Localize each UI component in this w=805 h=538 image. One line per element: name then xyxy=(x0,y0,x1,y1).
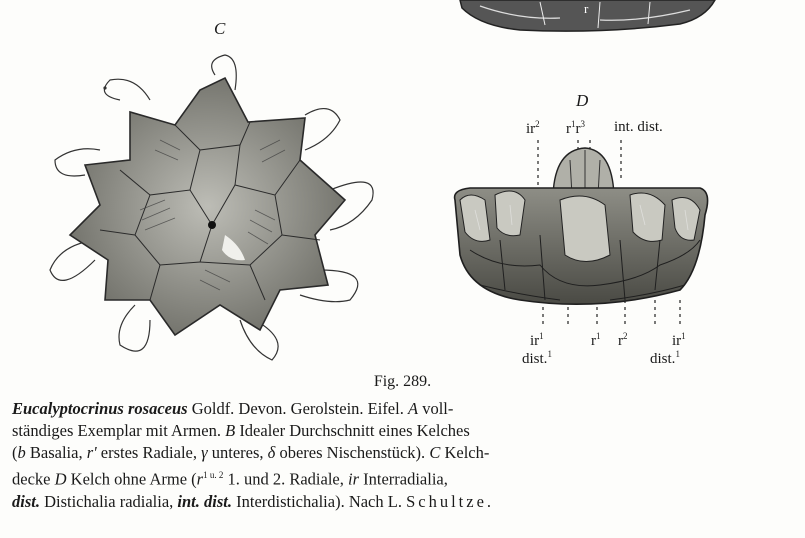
caption-l1-a: A xyxy=(407,399,419,418)
label-r2-bottom-text: r xyxy=(618,333,623,349)
caption-l3-j: C xyxy=(429,443,441,462)
label-r1-text: r xyxy=(566,121,571,137)
panel-c-label: C xyxy=(214,19,226,38)
caption-line-2 xyxy=(12,420,792,442)
label-int-dist: int. dist. xyxy=(614,119,663,135)
caption-l4-e: 1 u. 2 xyxy=(203,470,224,480)
caption-l5-d: Interdistichalia). Nach L. xyxy=(231,491,407,511)
caption-l2-b: B xyxy=(225,421,236,440)
caption-l5-b: Distichalia radialia, xyxy=(39,491,178,511)
caption-species-name: Eucalyptocrinus rosaceus xyxy=(12,399,188,418)
caption-l3-e: erstes Radiale, xyxy=(96,443,202,462)
label-dist1-right xyxy=(650,350,680,367)
caption-l3-b: b xyxy=(17,443,26,462)
label-r1r3 xyxy=(566,120,585,137)
label-r1-bottom-sup: 1 xyxy=(596,331,601,341)
caption-l4-d: r xyxy=(196,469,204,489)
label-ir1-right-sup: 1 xyxy=(681,331,686,341)
caption-l3-g: unteres, xyxy=(207,443,268,462)
label-r1-bottom-text: r xyxy=(591,333,596,349)
label-r2-bottom xyxy=(618,332,628,349)
figure-caption xyxy=(12,398,792,513)
label-dist1-left-text: dist. xyxy=(522,351,548,367)
label-ir1-right xyxy=(672,332,686,349)
caption-l4-a: decke xyxy=(12,469,55,489)
caption-line-5 xyxy=(12,491,792,513)
label-ir1-left-text: ir xyxy=(530,333,540,349)
label-dist1-left-sup: 1 xyxy=(547,349,552,359)
caption-l4-c: Kelch ohne Arme ( xyxy=(66,469,197,489)
caption-l4-f: 1. und 2. Radiale, xyxy=(223,469,348,489)
label-ir1-left-sup: 1 xyxy=(539,331,544,341)
label-r1-sup: 1 xyxy=(571,119,576,129)
caption-l1-tail: voll- xyxy=(418,399,454,418)
caption-l2-c: Idealer Durchschnitt eines Kelches xyxy=(235,421,470,440)
label-ir2-text: ir xyxy=(526,121,536,137)
caption-l5-a: dist. xyxy=(12,491,40,511)
caption-l4-g: ir xyxy=(347,469,359,489)
caption-l3-k: Kelch- xyxy=(440,443,490,462)
label-ir1-left xyxy=(530,332,544,349)
top-fragment-label: r xyxy=(584,1,589,16)
label-ir2 xyxy=(526,120,540,137)
panel-d-label: D xyxy=(576,91,589,110)
caption-l3-d: r' xyxy=(86,443,97,462)
panel-d-drawing xyxy=(455,140,708,325)
caption-l3-c: Basalia, xyxy=(25,443,87,462)
label-dist1-right-text: dist. xyxy=(650,351,676,367)
caption-l3-f: γ xyxy=(201,443,208,462)
caption-l3-i: oberes Nischenstück). xyxy=(275,443,430,462)
label-dist1-left xyxy=(522,350,552,367)
caption-l2-a: ständiges Exemplar mit Armen. xyxy=(12,421,226,440)
label-dist1-right-sup: 1 xyxy=(675,349,680,359)
caption-l4-b: D xyxy=(54,469,67,489)
label-ir1-right-text: ir xyxy=(672,333,682,349)
caption-l4-h: Interradialia, xyxy=(359,469,448,489)
caption-line-1 xyxy=(12,398,792,420)
label-r3-text: r xyxy=(575,121,581,137)
label-r2-bottom-sup: 2 xyxy=(623,331,628,341)
caption-line-3 xyxy=(12,442,792,464)
caption-l1-rest: Goldf. Devon. Gerolstein. Eifel. xyxy=(187,399,408,418)
caption-author: Schultze. xyxy=(406,491,495,511)
label-ir2-sup: 2 xyxy=(535,119,540,129)
label-r1-bottom xyxy=(591,332,601,349)
caption-l3-h: δ xyxy=(267,443,276,462)
label-r3-sup: 3 xyxy=(580,119,585,129)
caption-line-4 xyxy=(12,464,792,491)
panel-c-drawing xyxy=(50,55,373,360)
caption-l3-a: ( xyxy=(12,443,18,462)
caption-l5-c: int. dist. xyxy=(177,491,232,511)
figure-number: Fig. 289. xyxy=(373,373,432,390)
